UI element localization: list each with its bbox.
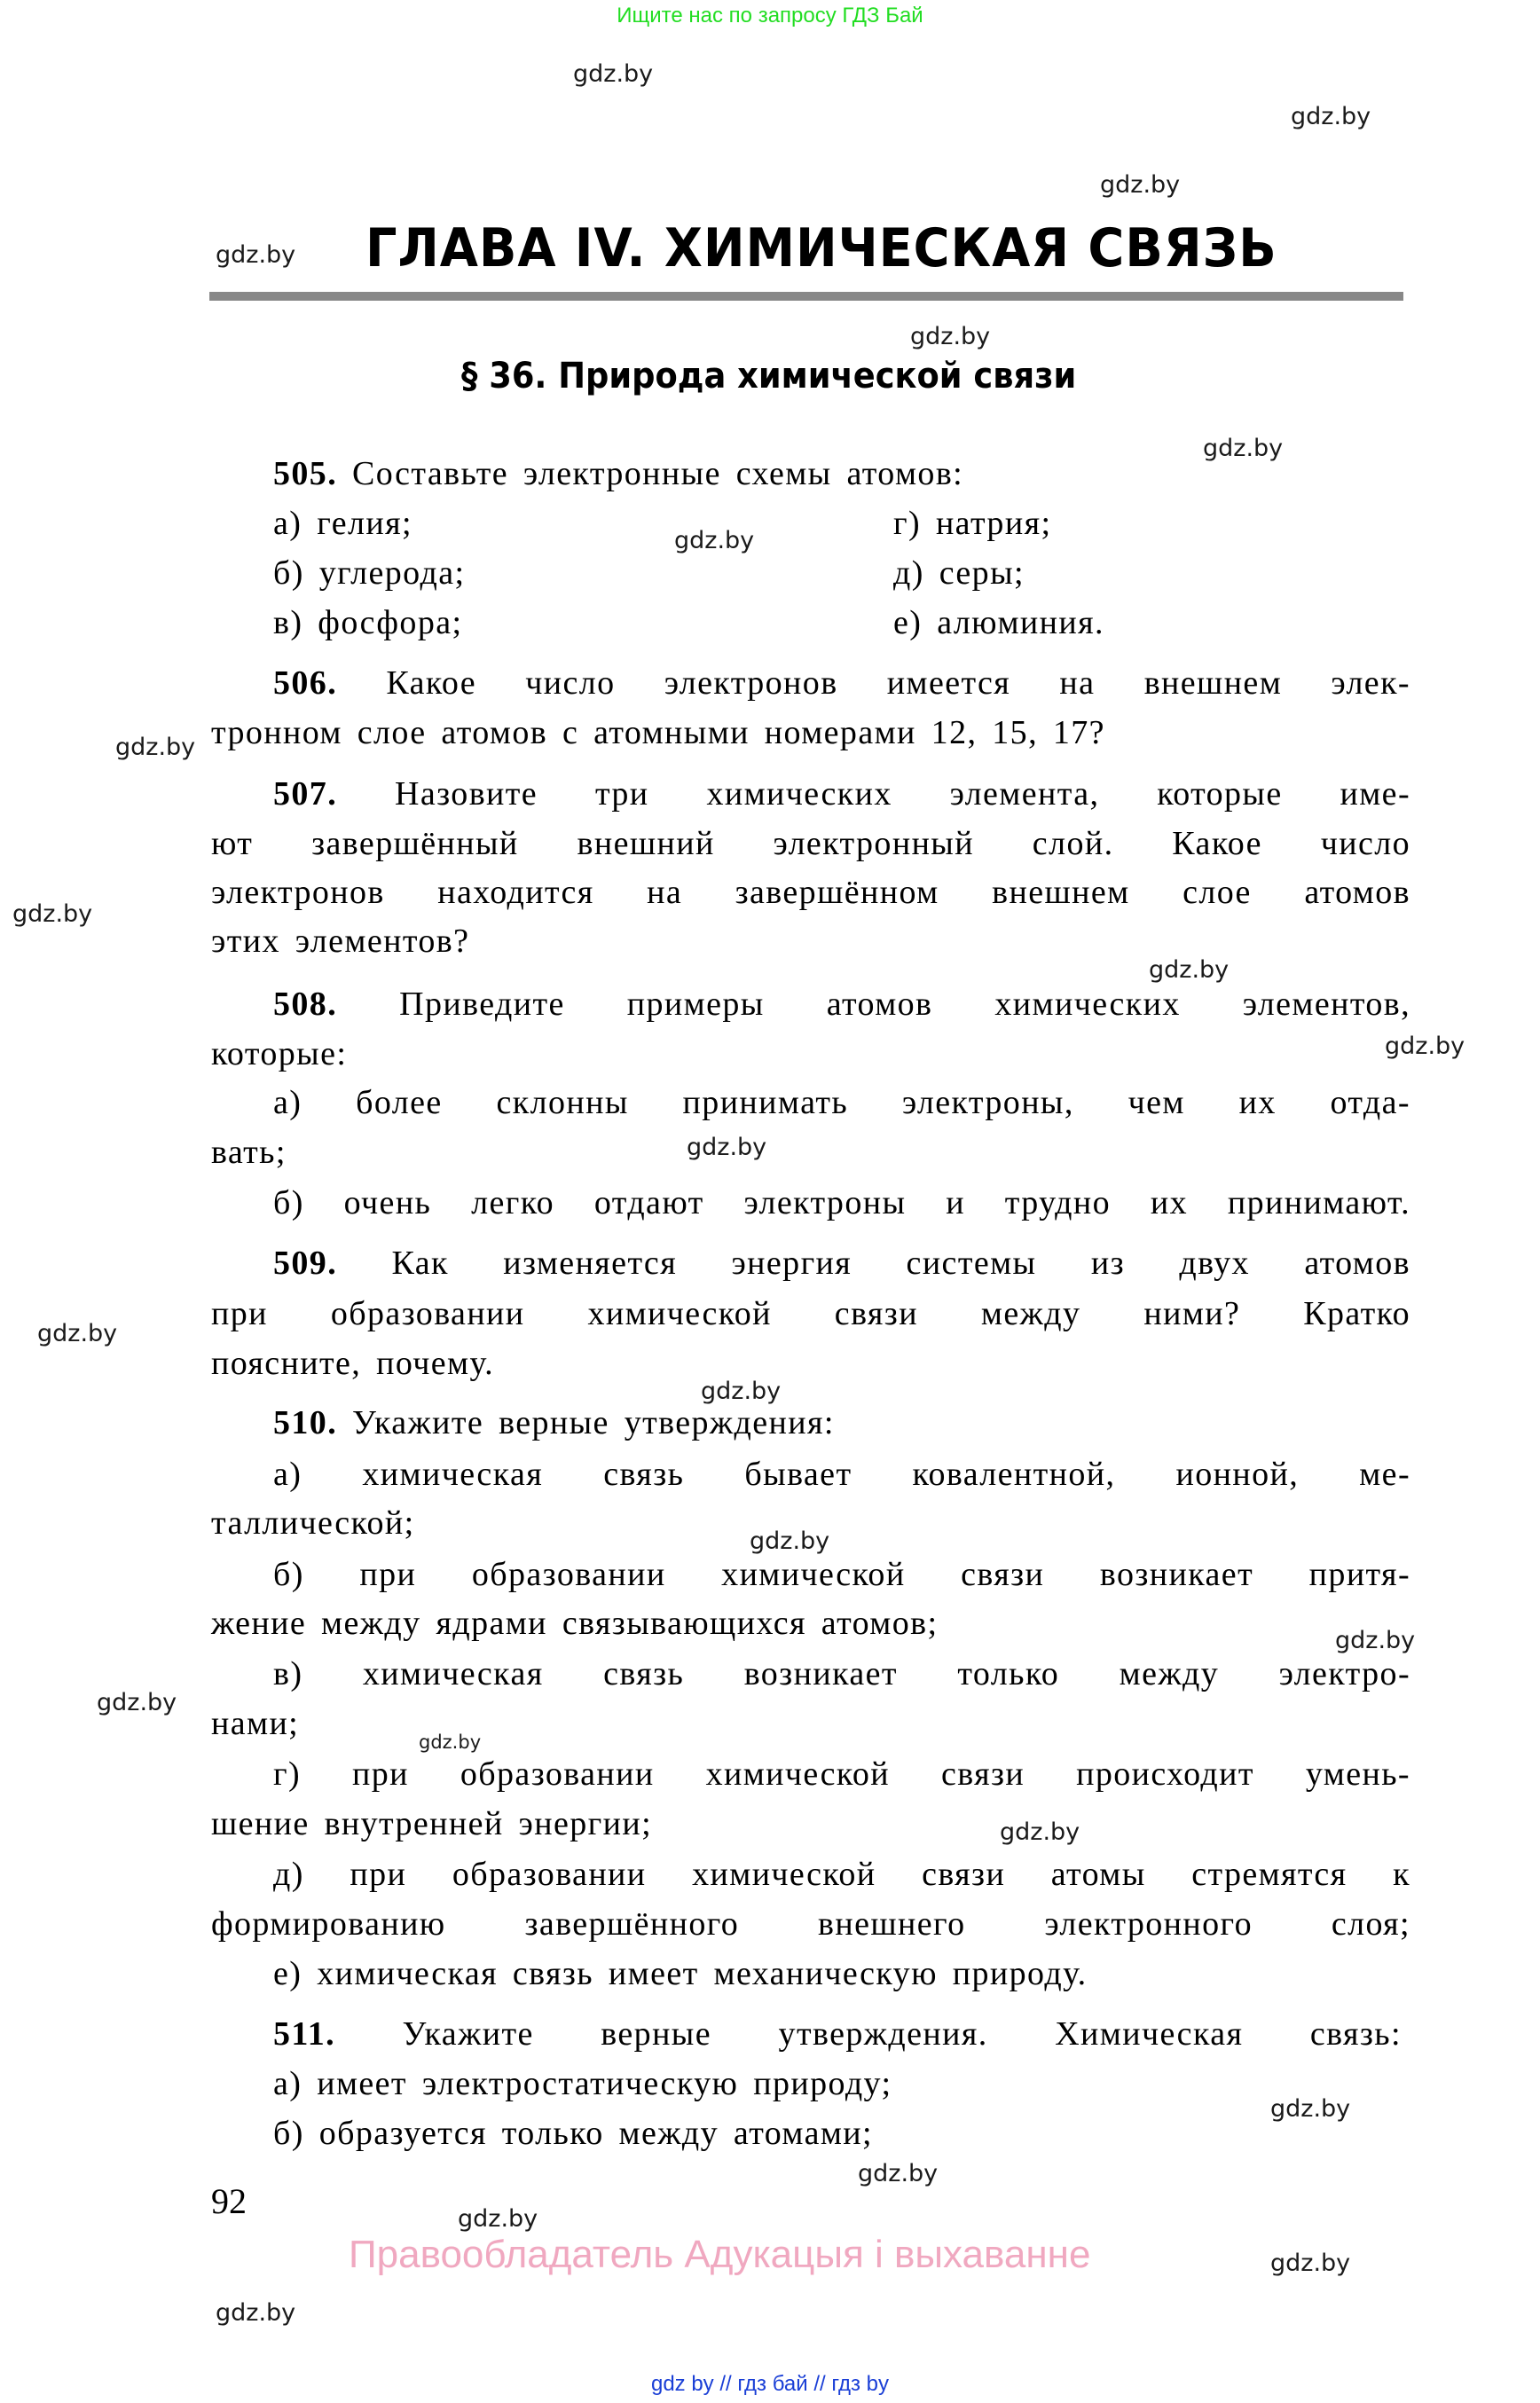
watermark: gdz.by <box>1291 103 1371 130</box>
exercise-text: Приведите примеры атомов химических элементов, <box>337 986 1410 1023</box>
watermark: gdz.by <box>12 900 93 928</box>
option: в) фосфора; <box>273 604 463 641</box>
option: б) углерода; <box>273 554 466 592</box>
exercise-number: 510. <box>273 1404 338 1441</box>
exercise-508-prompt <box>273 987 1410 1021</box>
option: нами; <box>211 1705 300 1742</box>
exercise-text: этих элементов? <box>211 923 470 960</box>
exercise-text: Как изменяется энергия системы из двух атомов <box>337 1245 1410 1282</box>
option: а) имеет электростатическую природу; <box>273 2065 892 2102</box>
exercise-number: 505. <box>273 455 338 492</box>
option: жение между ядрами связывающихся атомов; <box>211 1605 939 1642</box>
chapter-title: ГЛАВА IV. ХИМИЧЕСКАЯ СВЯЗЬ <box>365 217 1277 279</box>
option: а) гелия; <box>273 505 412 542</box>
watermark: gdz.by <box>674 527 755 554</box>
watermark: gdz.by <box>1385 1033 1465 1060</box>
watermark: gdz.by <box>216 241 296 269</box>
watermark: gdz.by <box>910 323 991 350</box>
watermark: gdz.by <box>1000 1818 1080 1846</box>
watermark: gdz.by <box>1100 171 1181 199</box>
option: д) при образовании химической связи атомы стремятся к <box>273 1856 1410 1893</box>
option: а) химическая связь бывает ковалентной, ионной, ме- <box>273 1456 1410 1493</box>
option: б) при образовании химической связи возникает притя- <box>273 1556 1410 1593</box>
exercise-text: ют завершённый внешний электронный слой. Какое число <box>211 825 1410 862</box>
option: формированию завершённого внешнего электронного слоя; <box>211 1905 1410 1943</box>
exercise-text: электронов находится на завершённом внешнем слое атомов <box>211 874 1410 911</box>
exercise-text: поясните, почему. <box>211 1345 494 1382</box>
exercise-text: Укажите верные утверждения. Химическая связь: <box>335 2015 1402 2053</box>
option: е) алюминия. <box>893 604 1104 641</box>
watermark: gdz.by <box>97 1689 177 1716</box>
exercise-507-prompt <box>273 777 1410 811</box>
exercise-text: при образовании химической связи между ними? Кратко <box>211 1295 1410 1332</box>
watermark: gdz.by <box>1149 956 1230 984</box>
exercise-number: 509. <box>273 1245 338 1282</box>
watermark: gdz.by <box>216 2299 296 2327</box>
watermark: gdz.by <box>458 2205 538 2233</box>
option: е) химическая связь имеет механическую природу. <box>273 1955 1088 1992</box>
watermark: gdz.by <box>419 1732 482 1753</box>
exercise-510-prompt <box>273 1406 835 1440</box>
option: б) образуется только между атомами; <box>273 2115 873 2152</box>
exercise-text: Укажите верные утверждения: <box>337 1404 835 1441</box>
watermark: gdz.by <box>1270 2250 1351 2277</box>
watermark: gdz.by <box>37 1320 118 1347</box>
option: таллической; <box>211 1504 415 1542</box>
exercise-506-prompt <box>273 666 1410 700</box>
exercise-505-prompt <box>273 457 963 491</box>
exercise-511-prompt <box>273 2017 1402 2051</box>
exercise-number: 511. <box>273 2015 336 2053</box>
watermark: gdz.by <box>687 1134 767 1161</box>
footer-links[interactable]: gdz by // гдз бай // гдз by <box>650 2372 890 2396</box>
rights-holder-notice: Правообладатель Адукацыя і выхаванне <box>349 2233 1091 2276</box>
exercise-text: тронном слое атомов с атомными номерами 12, 15, 17? <box>211 714 1105 751</box>
option: а) более склонны принимать электроны, чем их отда- <box>273 1084 1410 1121</box>
watermark: gdz.by <box>573 60 654 88</box>
section-title: § 36. Природа химической связи <box>461 356 1077 397</box>
exercise-number: 508. <box>273 986 338 1023</box>
watermark: gdz.by <box>1335 1627 1416 1654</box>
exercise-text: Какое число электронов имеется на внешнем элек- <box>337 664 1410 702</box>
exercise-text: Составьте электронные схемы атомов: <box>337 455 964 492</box>
option: б) очень легко отдают электроны и трудно их принимают. <box>273 1184 1410 1221</box>
watermark: gdz.by <box>115 734 196 761</box>
watermark: gdz.by <box>701 1378 782 1405</box>
watermark: gdz.by <box>1203 435 1284 462</box>
option: в) химическая связь возникает только между электро- <box>273 1655 1410 1692</box>
watermark: gdz.by <box>858 2160 939 2187</box>
watermark: gdz.by <box>1270 2095 1351 2123</box>
exercise-509-prompt <box>273 1246 1410 1280</box>
option: шение внутренней энергии; <box>211 1805 653 1842</box>
option: г) при образовании химической связи происходит умень- <box>273 1755 1410 1793</box>
page-number: 92 <box>211 2181 247 2221</box>
exercise-text: Назовите три химических элемента, которые име- <box>337 775 1410 813</box>
top-banner: Ищите нас по запросу ГДЗ Бай <box>617 4 923 27</box>
option: вать; <box>211 1134 287 1171</box>
chapter-divider <box>209 292 1403 301</box>
exercise-text: которые: <box>211 1035 348 1072</box>
exercise-number: 507. <box>273 775 338 813</box>
watermark: gdz.by <box>750 1527 830 1555</box>
option: д) серы; <box>893 554 1025 592</box>
exercise-number: 506. <box>273 664 338 702</box>
option: г) натрия; <box>893 505 1052 542</box>
